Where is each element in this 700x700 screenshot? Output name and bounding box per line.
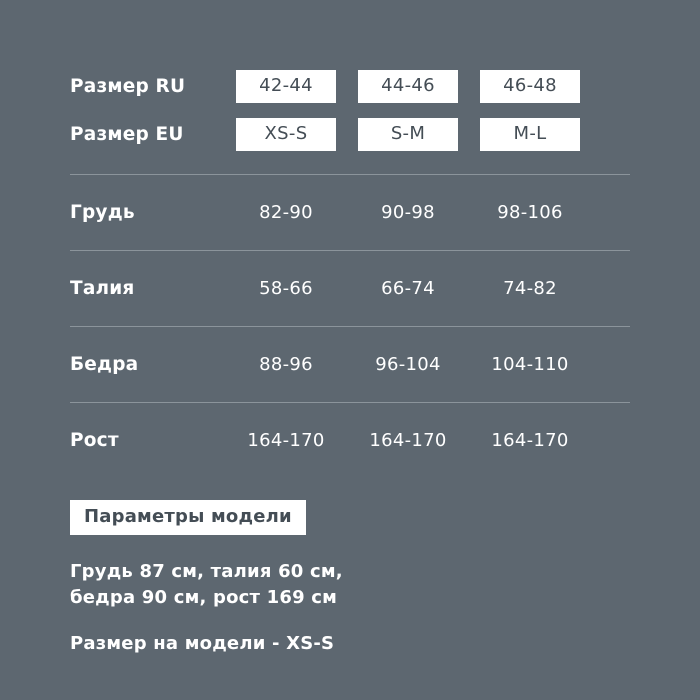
cell-hips-1: 88-96 xyxy=(259,354,313,375)
size-chip-cell xyxy=(479,118,581,151)
model-parameters-lines xyxy=(70,559,630,611)
model-parameters-line-1: Грудь 87 см, талия 60 см, xyxy=(70,561,343,582)
table-row xyxy=(70,327,630,403)
table-row xyxy=(70,174,630,251)
cell-height-3: 164-170 xyxy=(491,430,569,451)
size-chip-cell xyxy=(235,70,337,103)
size-header-label-eu: Размер EU xyxy=(70,123,184,145)
cell-height-2: 164-170 xyxy=(369,430,447,451)
model-parameters-block xyxy=(70,500,630,654)
cell-chest-2: 90-98 xyxy=(381,202,435,223)
table-row xyxy=(70,403,630,478)
model-parameters-title: Параметры модели xyxy=(70,500,306,535)
cell-height-1: 164-170 xyxy=(247,430,325,451)
row-label-hips: Бедра xyxy=(70,354,139,375)
size-header-row-ru xyxy=(70,62,630,110)
cell-waist-1: 58-66 xyxy=(259,278,313,299)
size-chip-ru-2: 44-46 xyxy=(358,70,458,103)
size-chip-cell xyxy=(479,70,581,103)
size-header-row-eu xyxy=(70,110,630,158)
model-parameters-line-2: бедра 90 см, рост 169 см xyxy=(70,587,338,609)
size-chip-eu-1: XS-S xyxy=(236,118,336,151)
measurement-table xyxy=(70,174,630,478)
row-label-height: Рост xyxy=(70,430,119,451)
model-size-line: Размер на модели - XS-S xyxy=(70,633,335,655)
cell-hips-2: 96-104 xyxy=(375,354,441,375)
cell-waist-3: 74-82 xyxy=(503,278,557,299)
size-chip-cell xyxy=(357,70,459,103)
cell-hips-3: 104-110 xyxy=(491,354,569,375)
row-label-waist: Талия xyxy=(70,278,135,299)
cell-chest-3: 98-106 xyxy=(497,202,563,223)
size-chip-ru-3: 46-48 xyxy=(480,70,580,103)
size-chip-eu-2: S-M xyxy=(358,118,458,151)
size-chip-cell xyxy=(357,118,459,151)
table-row xyxy=(70,251,630,327)
size-chip-cell xyxy=(235,118,337,151)
cell-chest-1: 82-90 xyxy=(259,202,313,223)
size-chip-eu-3: M-L xyxy=(480,118,580,151)
row-label-chest: Грудь xyxy=(70,202,135,223)
size-chip-ru-1: 42-44 xyxy=(236,70,336,103)
size-header-label-ru: Размер RU xyxy=(70,75,186,97)
cell-waist-2: 66-74 xyxy=(381,278,435,299)
